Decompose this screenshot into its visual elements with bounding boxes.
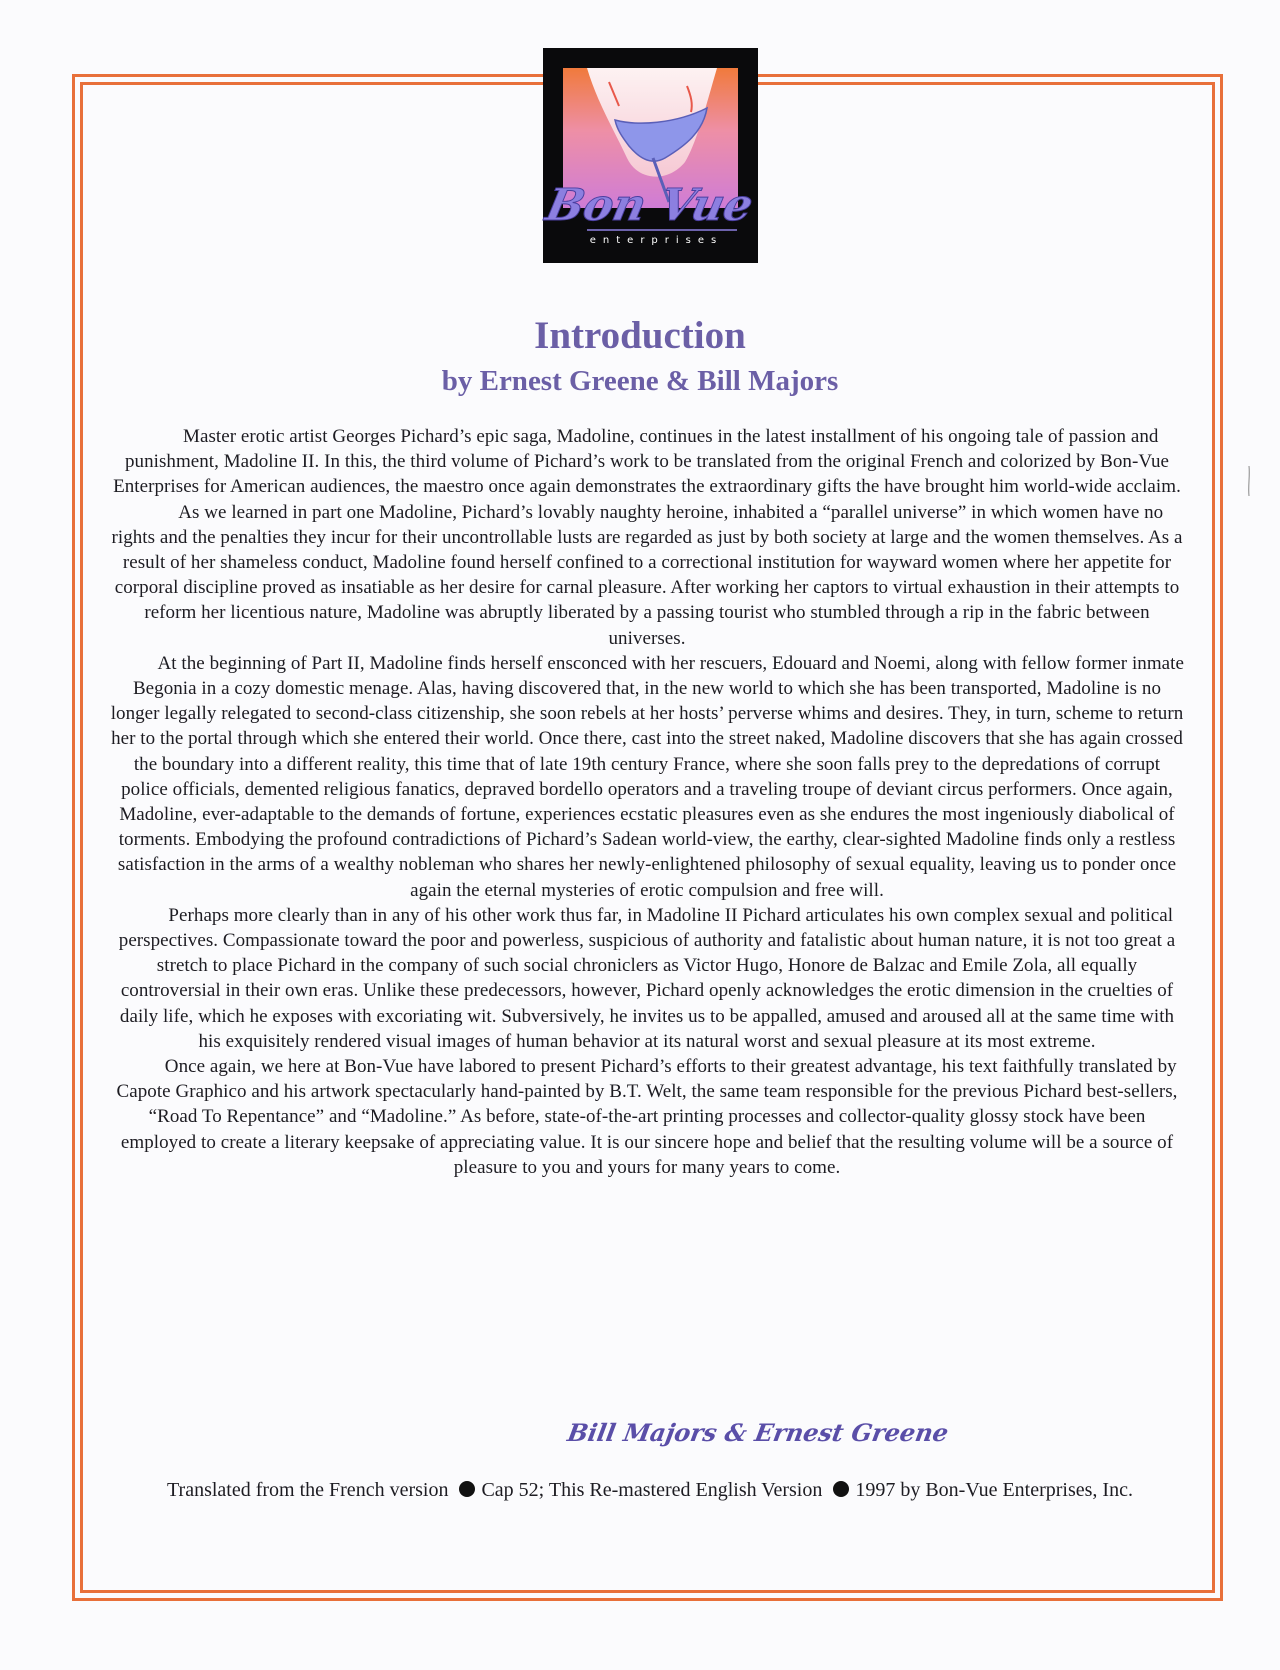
paragraph-1: Master erotic artist Georges Pichard’s epic saga, Madoline, continues in the latest installment of his ongoing tale of passion and punishment, Madoline II. In this, the third volume of Pichard’s work to be translated from the original French and colorized by Bon-Vue Enterprises for American audiences, the maestro once again demonstrates the extraordinary gifts the have brought him world-wide acclaim. — [113, 426, 1181, 498]
byline: by Ernest Greene & Bill Majors — [441, 365, 839, 397]
bullet-icon — [833, 1481, 849, 1497]
paragraph-2: As we learned in part one Madoline, Pichard’s lovably naughty heroine, inhabited a “parallel universe” in which women have no rights and the penalties they incur for their uncontrollable lusts are regarded as just by both society at large and the women themselves. As a result of her shameless conduct, Madoline found herself confined to a correctional institution for wayward women where her appetite for corporal discipline proved as insatiable as her desire for carnal pleasure. After working her captors to virtual exhaustion in their attempts to reform her licentious nature, Madoline was abruptly liberated by a passing tourist who stumbled through a rip in the fabric between universes. — [111, 501, 1183, 649]
paragraph-5: Once again, we here at Bon-Vue have labored to present Pichard’s efforts to their greatest advantage, his text faithfully translated by Capote Graphico and his artwork spectacularly hand-painted by B.T. Welt, the same team responsible for the previous Pichard best-sellers, “Road To Repentance” and “Madoline.” As before, state-of-the-art printing processes and collector-quality glossy stock have been employed to create a literary keepsake of appreciating value. It is our sincere hope and belief that the resulting volume will be a source of pleasure to you and yours for many years to come. — [116, 1056, 1178, 1178]
introduction-text — [110, 424, 1184, 1180]
page-title: Introduction — [534, 314, 746, 357]
logo-artwork — [541, 62, 758, 247]
page-edge-mark — [1248, 466, 1251, 496]
footnote-part-1: Translated from the French version — [167, 1479, 449, 1501]
logo-subtitle: enterprises — [589, 235, 724, 246]
paragraph-3: At the beginning of Part II, Madoline finds herself ensconced with her rescuers, Edouard and Noemi, along with fellow former inmate Begonia in a cozy domestic menage. Alas, having discovered that, in the new world to which she has been transported, Madoline is no longer legally relegated to second-class citizenship, she soon rebels at her hosts’ perverse whims and desires. They, in turn, scheme to return her to the portal through which she entered their world. Once there, cast into the street naked, Madoline discovers that she has again crossed the boundary into a different reality, this time that of late 19th century France, where she soon falls prey to the depredations of corrupt police officials, demented religious fanatics, depraved bordello operators and a traveling troupe of deviant circus performers. Once again, Madoline, ever-adaptable to the demands of fortune, experiences ecstatic pleasures even as she endures the most ingeniously diabolical of torments. Embodying the profound contradictions of Pichard’s Sadean world-view, the earthy, clear-sighted Madoline finds only a restless satisfaction in the arms of a wealthy nobleman who shares her newly-enlightened philosophy of sexual equality, leaving us to ponder once again the eternal mysteries of erotic compulsion and free will. — [110, 652, 1184, 901]
bon-vue-logo — [543, 48, 758, 263]
logo-wordmark: Bon Vue — [541, 179, 758, 231]
footnote-part-3: 1997 by Bon-Vue Enterprises, Inc. — [855, 1479, 1133, 1501]
footnote-part-2: Cap 52; This Re-mastered English Version — [481, 1479, 823, 1501]
paragraph-4: Perhaps more clearly than in any of his other work thus far, in Madoline II Pichard articulates his own complex sexual and political perspectives. Compassionate toward the poor and powerless, suspicious of authority and fatalistic about human nature, it is not too great a stretch to place Pichard in the company of such social chroniclers as Victor Hugo, Honore de Balzac and Emile Zola, all equally controversial in their own eras. Unlike these predecessors, however, Pichard openly acknowledges the erotic dimension in the cruelties of daily life, which he exposes with excoriating wit. Subversively, he invites us to be appalled, amused and aroused all at the same time with his exquisitely rendered visual images of human behavior at its natural worst and sexual pleasure at its most extreme. — [118, 904, 1176, 1052]
signature: Bill Majors & Ernest Greene — [565, 1418, 951, 1447]
copyright-note — [130, 1477, 1170, 1504]
bullet-icon — [459, 1481, 475, 1497]
